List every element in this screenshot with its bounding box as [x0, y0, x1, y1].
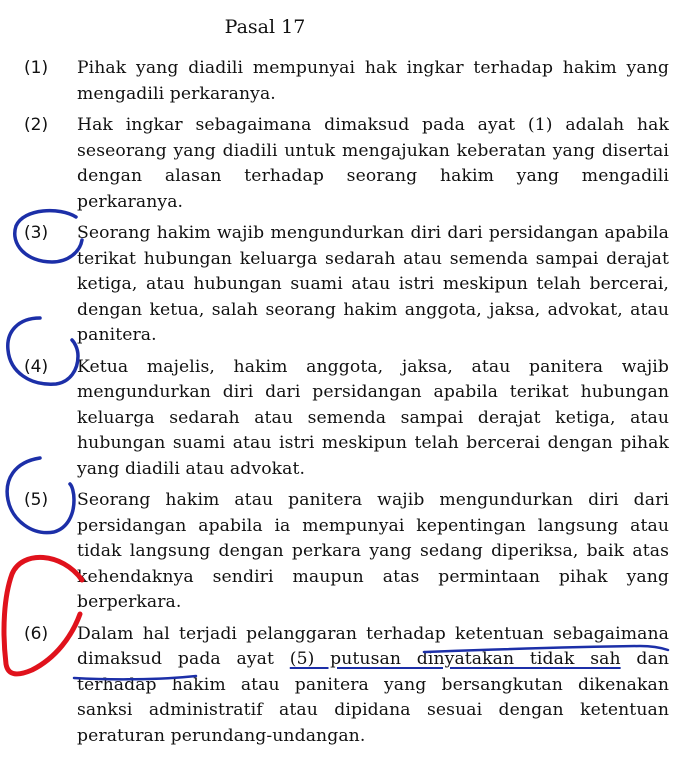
- article-heading: Pasal 17: [224, 16, 306, 38]
- clause-text: Seorang hakim wajib mengundurkan diri dari persidangan apabila terikat hubungan keluarga sedarah atau semenda sampai derajat ketiga, atau hubungan suami atau istri meskipun telah bercerai, dengan ketua, salah seorang hakim anggota, jaksa, advokat, atau panitera.: [77, 223, 669, 345]
- clause-text: [77, 622, 669, 750]
- clause-number: (4): [24, 356, 49, 377]
- clause-2: [24, 113, 669, 215]
- clause-text: Seorang hakim atau panitera wajib mengundurkan diri dari persidangan apabila ia mempunyai kepentingan langsung atau tidak langsung dengan perkara yang sedang diperiksa, baik atas kehendaknya sendiri maupun atas permintaan pihak yang berperkara.: [77, 490, 669, 612]
- clause-text: Ketua majelis, hakim anggota, jaksa, atau panitera wajib mengundurkan diri dari persidangan apabila terikat hubungan keluarga sedarah atau semenda sampai derajat ketiga, atau hubungan suami atau istri meskipun telah bercerai dengan pihak yang diadili atau advokat.: [77, 356, 669, 479]
- clause-number: (1): [24, 58, 49, 78]
- clause-number: (3): [24, 223, 49, 243]
- clause-text-end: dan terhadap hakim atau panitera yang bersangkutan dikenakan sanksi administratif atau dipidana sesuai dengan ketentuan peraturan perundang-undangan.: [77, 649, 669, 746]
- clause-6: [24, 622, 669, 750]
- clause-text: Hak ingkar sebagaimana dimaksud pada ayat (1) adalah hak seseorang yang diadili untuk mengajukan keberatan yang disertai dengan alasan terhadap seorang hakim yang mengadili perkaranya.: [77, 115, 669, 212]
- clause-text-start: Dalam hal terjadi pelanggaran terhadap ketentuan sebagaimana dimaksud pada ayat: [77, 623, 669, 669]
- clause-3: [24, 221, 669, 349]
- clause-number: (5): [24, 490, 49, 510]
- clause-text: Pihak yang diadili mempunyai hak ingkar terhadap hakim yang mengadili perkaranya.: [77, 58, 669, 104]
- underlined-phrase: (5) putusan dinyatakan tidak sah: [289, 649, 621, 669]
- clause-list: [24, 56, 669, 755]
- clause-number: (6): [24, 623, 49, 644]
- clause-number: (2): [24, 115, 49, 135]
- clause-1: [24, 56, 669, 107]
- clause-5: [24, 488, 669, 616]
- clause-4: [24, 355, 669, 483]
